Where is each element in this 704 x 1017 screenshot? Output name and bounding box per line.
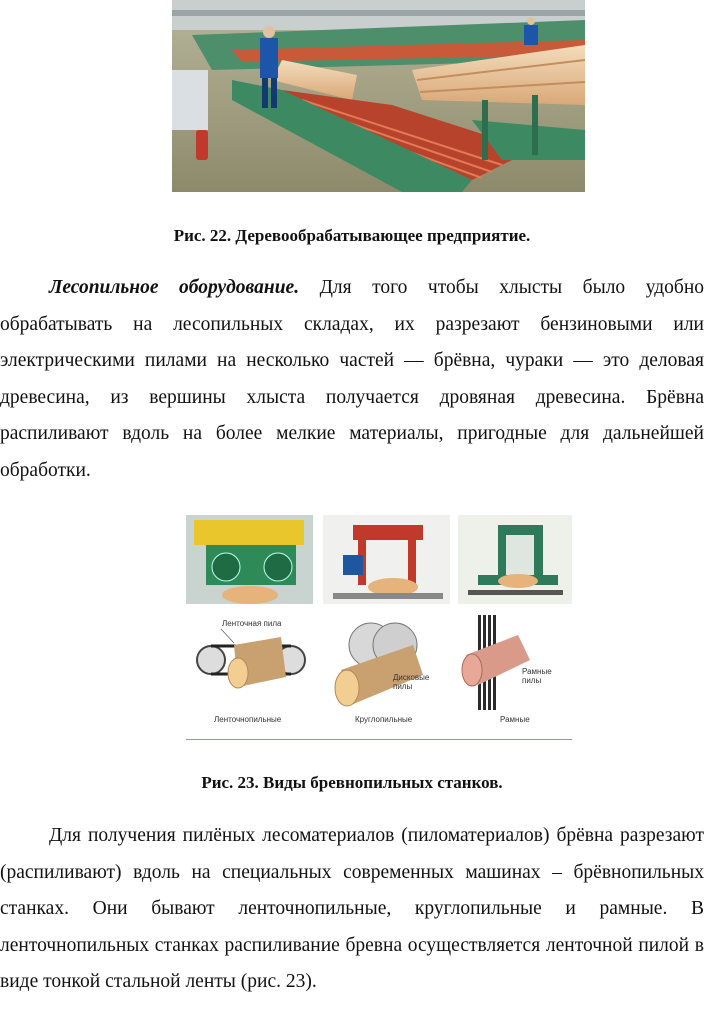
type-label-band: Ленточнопильные xyxy=(214,715,282,724)
sawmill-photo xyxy=(172,0,585,192)
figure-divider xyxy=(186,739,572,740)
band-saw-diagram xyxy=(186,615,313,733)
frame-saw-diagram xyxy=(458,615,572,733)
type-label-circular: Круглопильные xyxy=(355,715,413,724)
figure-23 xyxy=(186,515,572,742)
figure-22-caption: Рис. 22. Деревообрабатывающее предприятие. xyxy=(173,226,531,245)
paragraph-sawing-machines: Для получения пилёных лесоматериалов (пиломатериалов) брёвна разрезают (распиливают) вдоль на специальных современных машинах – брёвнопильных станках. Они бывают ленточнопильные, круглопильные и рамные. В ленточнопильных станках распиливание бревна осуществляется ленточной пилой в виде тонкой стальной ленты (рис. 23). xyxy=(0,825,704,992)
band-saw-label: Ленточная пила xyxy=(222,619,282,628)
paragraph-lead-term: Лесопильное оборудование. xyxy=(49,277,300,298)
paragraph-body: Для того чтобы хлысты было удобно обрабатывать на лесопильных складах, их разрезают бензиновыми или электрическими пилами на несколько частей — брёвна, чураки — это деловая древесина, из вершины хлыста получается дровяная древесина. Брёвна распиливают вдоль на более мелкие материалы, пригодные для дальнейшей обработки. xyxy=(0,277,704,481)
band-saw-machine-photo xyxy=(186,515,313,604)
circular-saws-label: Дисковые пилы xyxy=(393,673,430,691)
frame-saws-label: Рамные пилы xyxy=(522,667,552,685)
figure-23-caption: Рис. 23. Виды бревнопильных станков. xyxy=(201,773,503,792)
paragraph-sawmill-equipment xyxy=(0,270,704,489)
type-label-frame: Рамные xyxy=(500,715,530,724)
circular-saw-diagram xyxy=(323,615,450,733)
frame-saw-machine-photo xyxy=(458,515,572,604)
circular-saw-machine-photo xyxy=(323,515,450,604)
